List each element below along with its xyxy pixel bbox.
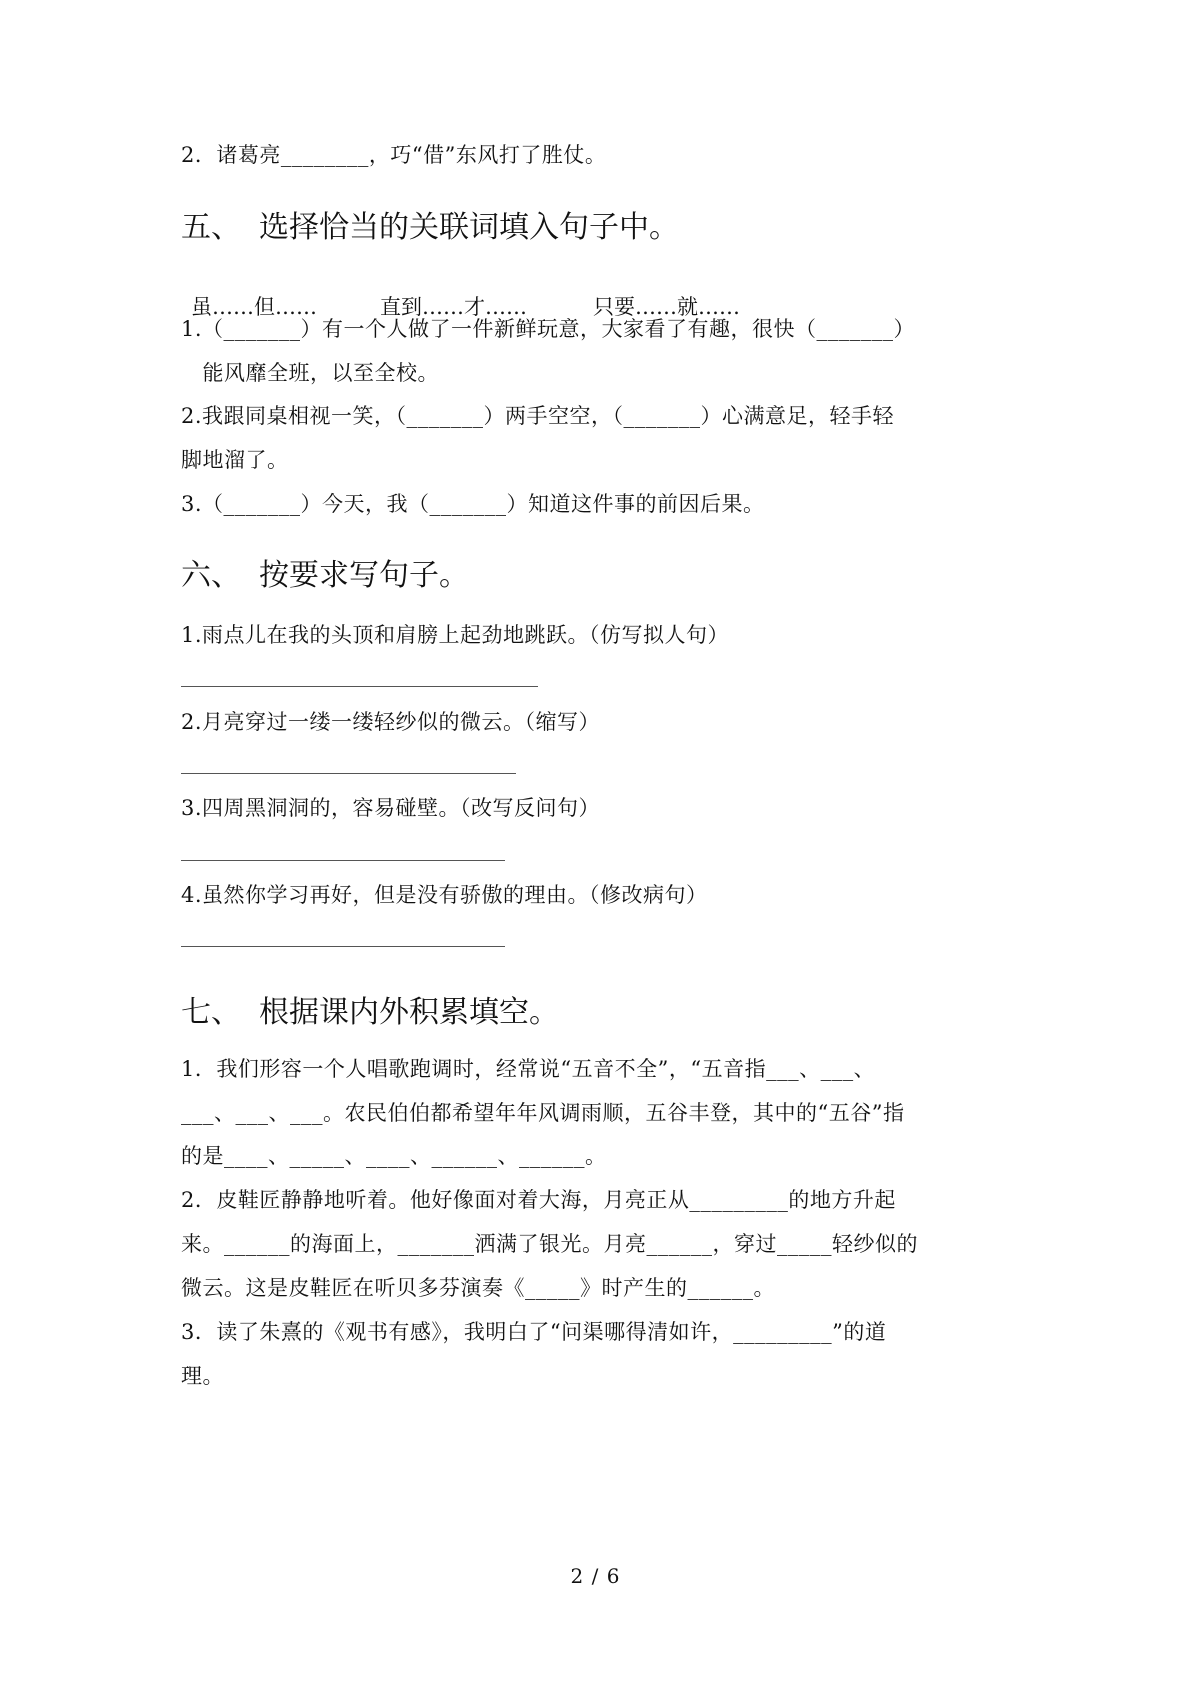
section-6-item-4: 4.虽然你学习再好，但是没有骄傲的理由。（修改病句） (181, 883, 708, 907)
answer-line-1[interactable] (181, 686, 538, 687)
section-7-line-2: ___、___、___。农民伯伯都希望年年风调雨顺，五谷丰登，其中的“五谷”指 (181, 1101, 905, 1125)
section-7-line-7: 3．读了朱熹的《观书有感》，我明白了“问渠哪得清如许，_________”的道 (181, 1320, 887, 1344)
section-7-heading (181, 993, 559, 1033)
answer-line-3[interactable] (181, 860, 505, 861)
section-7-number: 七、 (181, 995, 241, 1030)
section-5-line-4: 脚地溜了。 (181, 448, 289, 472)
section-5-line-2: 能风靡全班，以至全校。 (181, 361, 440, 385)
section-7-line-8: 理。 (181, 1364, 224, 1388)
question-4-2: 2．诸葛亮________，巧“借”东风打了胜仗。 (181, 143, 607, 167)
answer-line-2[interactable] (181, 773, 516, 774)
section-5-line-3: 2.我跟同桌相视一笑，（_______）两手空空，（_______）心满意足，轻手轻 (181, 404, 895, 428)
conjunction-option-3: 只要……就…… (593, 295, 740, 319)
section-7-line-5: 来。______的海面上，_______洒满了银光。月亮______，穿过_____轻纱似的 (181, 1232, 918, 1256)
section-7-line-1: 1．我们形容一个人唱歌跑调时，经常说“五音不全”，“五音指___、___、 (181, 1057, 876, 1081)
conjunction-option-1: 虽……但…… (191, 295, 317, 319)
section-6-item-2: 2.月亮穿过一缕一缕轻纱似的微云。（缩写） (181, 710, 601, 734)
section-7-line-6: 微云。这是皮鞋匠在听贝多芬演奏《_____》时产生的______。 (181, 1276, 775, 1300)
section-5-title: 选择恰当的关联词填入句子中。 (259, 210, 679, 245)
section-6-item-1: 1.雨点儿在我的头顶和肩膀上起劲地跳跃。（仿写拟人句） (181, 623, 730, 647)
answer-line-4[interactable] (181, 946, 505, 947)
section-5-heading (181, 208, 679, 248)
section-7-line-4: 2．皮鞋匠静静地听着。他好像面对着大海，月亮正从_________的地方升起 (181, 1188, 896, 1212)
section-6-title: 按要求写句子。 (259, 558, 469, 593)
conjunction-option-2: 直到……才…… (380, 295, 527, 319)
section-5-number: 五、 (181, 210, 241, 245)
section-6-item-3: 3.四周黑洞洞的，容易碰壁。（改写反问句） (181, 796, 601, 820)
page-number: 2 / 6 (570, 1564, 621, 1588)
section-7-line-3: 的是____、_____、____、______、______。 (181, 1144, 607, 1168)
section-5-line-1: 1.（_______）有一个人做了一件新鲜玩意，大家看了有趣，很快（_______） (181, 317, 916, 341)
section-6-number: 六、 (181, 558, 241, 593)
section-7-title: 根据课内外积累填空。 (259, 995, 559, 1030)
section-6-heading (181, 556, 469, 596)
section-5-line-5: 3.（_______）今天，我（_______）知道这件事的前因后果。 (181, 492, 765, 516)
